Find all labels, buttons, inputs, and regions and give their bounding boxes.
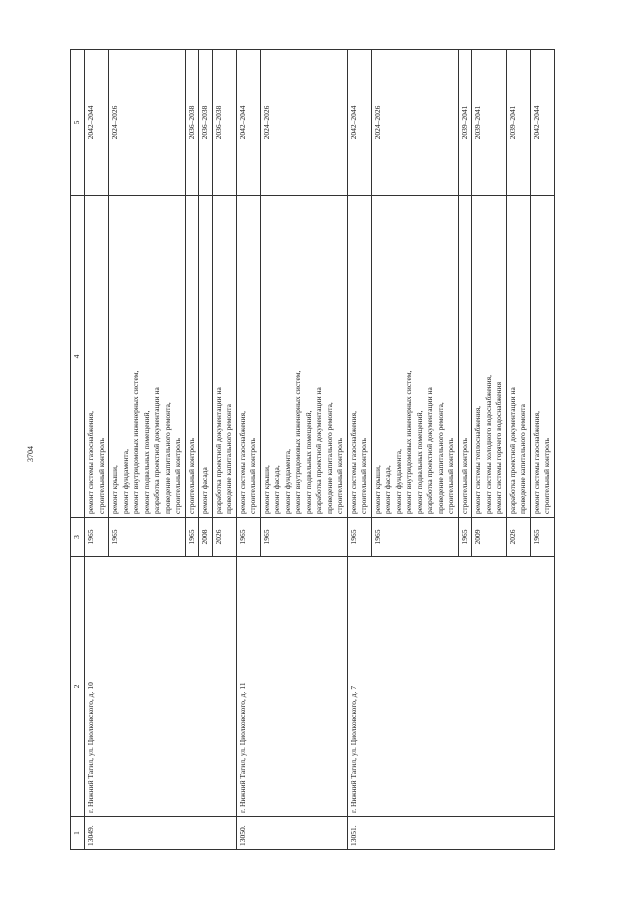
work-line: разработка проектной документации на bbox=[314, 387, 323, 514]
work-year: 1965 bbox=[530, 518, 554, 557]
work-year: 1965 bbox=[371, 518, 458, 557]
table-row bbox=[236, 50, 260, 850]
work-line: ремонт внутридомовых инженерных систем, bbox=[131, 370, 140, 514]
work-line: разработка проектной документации на bbox=[507, 387, 517, 514]
work-year: 1965 bbox=[85, 518, 109, 557]
work-period: 2042–2044 bbox=[85, 50, 109, 196]
work-line: проведение капитального ремонта bbox=[224, 404, 233, 514]
work-line: строительный контроль bbox=[173, 438, 182, 514]
work-period: 2036–2038 bbox=[199, 50, 213, 196]
work-line: строительный контроль bbox=[542, 438, 551, 514]
document-table-wrapper bbox=[70, 50, 600, 850]
work-line: ремонт подвальных помещений, bbox=[414, 410, 424, 514]
work-description bbox=[212, 196, 236, 518]
work-description bbox=[506, 196, 530, 518]
work-period: 2039–2041 bbox=[506, 50, 530, 196]
work-year: 1965 bbox=[260, 518, 347, 557]
work-line: строительный контроль bbox=[359, 438, 368, 514]
work-line: ремонт системы горячего водоснабжения bbox=[494, 381, 503, 514]
work-line: ремонт фундамента, bbox=[120, 449, 130, 514]
work-line: ремонт системы газоснабжения, bbox=[237, 410, 247, 514]
work-description bbox=[530, 196, 554, 518]
work-line: ремонт фасада, bbox=[272, 465, 281, 514]
work-period: 2042–2044 bbox=[530, 50, 554, 196]
work-line: ремонт подвальных помещений, bbox=[141, 410, 151, 514]
work-year: 2008 bbox=[199, 518, 213, 557]
work-period: 2024–2026 bbox=[260, 50, 347, 196]
work-year: 2026 bbox=[212, 518, 236, 557]
table-body bbox=[71, 50, 555, 850]
work-line: разработка проектной документации на bbox=[152, 387, 161, 514]
work-period: 2024–2026 bbox=[109, 50, 186, 196]
work-line: ремонт системы газоснабжения, bbox=[86, 410, 95, 514]
work-line: разработка проектной документации на bbox=[425, 387, 434, 514]
work-line: ремонт подвальных помещений, bbox=[303, 410, 313, 514]
work-description bbox=[109, 196, 186, 518]
work-year: 2026 bbox=[506, 518, 530, 557]
header-cell-4: 4 bbox=[71, 196, 85, 518]
work-line: строительный контроль bbox=[248, 438, 257, 514]
work-description bbox=[347, 196, 371, 518]
work-line: строительный контроль bbox=[186, 438, 196, 514]
work-period: 2036–2038 bbox=[212, 50, 236, 196]
entry-number: 13049. bbox=[85, 817, 237, 850]
work-description bbox=[85, 196, 109, 518]
work-line: ремонт системы газоснабжения, bbox=[348, 410, 358, 514]
entry-number: 13050. bbox=[236, 817, 347, 850]
work-line: ремонт внутридомовых инженерных систем, bbox=[293, 370, 302, 514]
work-line: разработка проектной документации на bbox=[213, 387, 223, 514]
work-line: ремонт фундамента, bbox=[282, 449, 292, 514]
work-line: строительный контроль bbox=[459, 438, 469, 514]
work-period: 2024–2026 bbox=[371, 50, 458, 196]
work-line: ремонт фасада bbox=[200, 467, 209, 514]
work-line: ремонт системы холодного водоснабжения, bbox=[483, 374, 493, 514]
work-line: ремонт фундамента, bbox=[393, 449, 403, 514]
work-line: ремонт крыши, bbox=[372, 465, 382, 514]
work-line: проведение капитального ремонта, bbox=[435, 402, 445, 514]
entry-number: 13051. bbox=[347, 817, 554, 850]
work-line: ремонт крыши, bbox=[110, 465, 119, 514]
work-line: ремонт крыши, bbox=[261, 465, 271, 514]
work-line: ремонт системы теплоснабжения, bbox=[473, 405, 482, 514]
entry-address: г. Нижний Тагил, ул. Циолковского, д. 11 bbox=[236, 557, 347, 817]
work-description bbox=[199, 196, 213, 518]
work-year: 1965 bbox=[458, 518, 472, 557]
header-cell-3: 3 bbox=[71, 518, 85, 557]
work-period: 2042–2044 bbox=[347, 50, 371, 196]
work-period: 2036–2038 bbox=[185, 50, 199, 196]
work-line: строительный контроль bbox=[446, 438, 455, 514]
capital-repair-table bbox=[70, 49, 555, 850]
work-description bbox=[236, 196, 260, 518]
table-row bbox=[347, 50, 371, 850]
work-year: 1965 bbox=[347, 518, 371, 557]
work-description bbox=[472, 196, 507, 518]
work-period: 2039–2041 bbox=[458, 50, 472, 196]
header-cell-5: 5 bbox=[71, 50, 85, 196]
work-line: проведение капитального ремонта, bbox=[324, 402, 334, 514]
page-number: 3704 bbox=[26, 446, 35, 462]
header-row bbox=[71, 50, 85, 850]
header-cell-2: 2 bbox=[71, 557, 85, 817]
work-line: ремонт фасада, bbox=[383, 465, 392, 514]
work-period: 2039–2041 bbox=[472, 50, 507, 196]
work-year: 2009 bbox=[472, 518, 507, 557]
work-line: строительный контроль bbox=[335, 438, 344, 514]
work-line: проведение капитального ремонта bbox=[518, 404, 527, 514]
work-period: 2042–2044 bbox=[236, 50, 260, 196]
header-cell-1: 1 bbox=[71, 817, 85, 850]
entry-address: г. Нижний Тагил, ул. Циолковского, д. 7 bbox=[347, 557, 554, 817]
work-line: ремонт внутридомовых инженерных систем, bbox=[404, 370, 413, 514]
work-description bbox=[458, 196, 472, 518]
work-description bbox=[260, 196, 347, 518]
entry-address: г. Нижний Тагил, ул. Циолковского, д. 10 bbox=[85, 557, 237, 817]
work-year: 1965 bbox=[236, 518, 260, 557]
work-line: ремонт системы газоснабжения, bbox=[531, 410, 541, 514]
work-year: 1965 bbox=[109, 518, 186, 557]
work-description bbox=[185, 196, 199, 518]
work-description bbox=[371, 196, 458, 518]
work-line: строительный контроль bbox=[96, 438, 106, 514]
work-year: 1965 bbox=[185, 518, 199, 557]
work-line: проведение капитального ремонта, bbox=[162, 402, 172, 514]
table-row bbox=[85, 50, 109, 850]
